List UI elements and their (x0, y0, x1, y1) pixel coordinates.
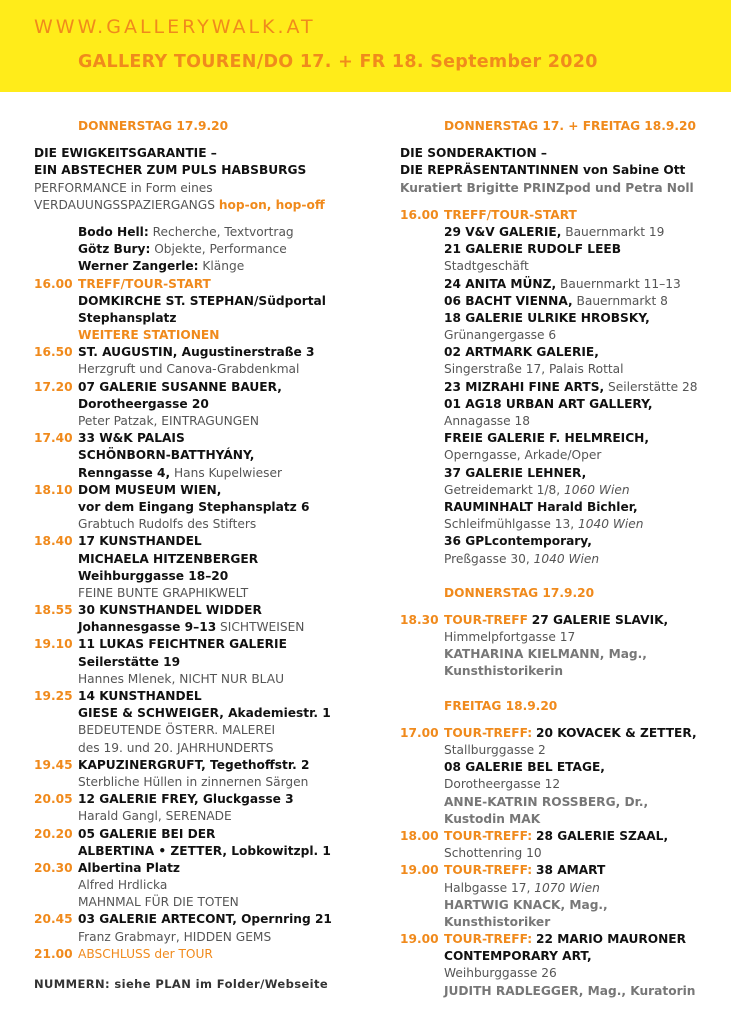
entry-text-b: SCHÖNBORN-BATTHYÁNY, (78, 448, 255, 463)
entry-text-b: 24 ANITA MÜNZ, (444, 276, 557, 291)
entry-line (400, 551, 710, 568)
entry-line (400, 447, 710, 464)
station-item (34, 826, 364, 843)
cast-item (34, 224, 364, 241)
entry-text-g: Himmelpfortgasse 17 (444, 630, 576, 645)
curated-by: Kuratiert Brigitte PRINZpod und Petra Noll (400, 180, 694, 195)
entry-text-gb: Kustodin MAK (444, 811, 541, 826)
cast-name: Bodo Hell: (78, 224, 149, 239)
entry-text-g: Grabtuch Rudolfs des Stifters (78, 517, 257, 532)
station-detail (400, 983, 710, 1000)
entry-text-g: SICHTWEISEN (216, 620, 305, 635)
station-detail (34, 705, 364, 722)
station-detail (34, 894, 364, 911)
station-time: 19.00 (400, 932, 439, 947)
entry-text-b: GIESE & SCHWEIGER, Akademiestr. 1 (78, 706, 331, 721)
station-detail (34, 740, 364, 757)
header-banner (0, 0, 731, 92)
entry-text-g: Annagasse 18 (444, 414, 531, 428)
entry-text-b: 17 KUNSTHANDEL (78, 534, 202, 549)
station-detail (34, 877, 364, 894)
entry-text-g: Operngasse, Arkade/Oper (444, 448, 602, 463)
entry-text-g: Herzgruft und Canova-Grabdenkmal (78, 362, 300, 377)
station-detail (400, 663, 710, 680)
entry-text-g: des 19. und 20. JAHRHUNDERTS (78, 740, 274, 755)
entry-text-b: KAPUZINERGRUFT, Tegethoffstr. 2 (78, 757, 310, 772)
start-time: 16.00 (34, 276, 73, 291)
station-detail (34, 585, 364, 602)
cast-item (34, 258, 364, 275)
station-time: 18.40 (34, 534, 73, 549)
station-detail (400, 794, 710, 811)
day-heading: DONNERSTAG 17.9.20 (78, 119, 229, 133)
station-detail (400, 948, 710, 965)
entry-line (400, 224, 710, 241)
entry-text-g: Alfred Hrdlicka (78, 878, 168, 893)
entry-text-gb: HARTWIG KNACK, Mag., (444, 897, 608, 912)
station-item (34, 946, 364, 963)
entry-line (400, 430, 710, 447)
station-detail (34, 774, 364, 791)
entry-text-b: 20 KOVACEK & ZETTER, (535, 725, 697, 740)
entry-text-i: 1060 Wien (564, 482, 630, 497)
entry-line (400, 361, 710, 378)
entry-text-i: 1040 Wien (533, 551, 600, 566)
station-detail (400, 965, 710, 982)
station-detail (34, 447, 364, 464)
entry-text-g: Schottenring 10 (444, 846, 542, 861)
entry-text-b: Seilerstätte 19 (78, 654, 181, 669)
entry-text-b: 36 GPLcontemporary, (444, 534, 592, 549)
entry-text-b: 14 KUNSTHANDEL (78, 689, 202, 703)
station-time: 21.00 (34, 946, 73, 961)
entry-text-b: ST. AUGUSTIN, Augustinerstraße 3 (78, 345, 315, 360)
entry-text-b: 30 KUNSTHANDEL WIDDER (78, 603, 262, 618)
special-start-label: TREFF/TOUR-START (444, 207, 577, 222)
entry-text-b: RAUMINHALT Harald Bichler, (444, 499, 638, 514)
left-column (34, 118, 364, 963)
do-entry-list (400, 612, 710, 681)
entry-text-b: DOM MUSEUM WIEN, (78, 482, 222, 497)
station-time: 17.40 (34, 431, 73, 446)
performance-line-1: PERFORMANCE in Form eines (34, 180, 213, 195)
station-detail (34, 516, 364, 533)
special-title-2: DIE REPRÄSENTANTINNEN (400, 163, 579, 178)
entry-text-b: CONTEMPORARY ART, (444, 949, 592, 964)
station-item (400, 725, 710, 742)
entry-line (400, 379, 710, 396)
fr-heading: FREITAG 18.9.20 (444, 698, 558, 713)
entry-text-g: Hannes Mlenek, NICHT NUR BLAU (78, 671, 285, 686)
entry-text-g: MAHNMAL FÜR DIE TOTEN (78, 895, 239, 910)
special-start-time: 16.00 (400, 207, 439, 222)
entry-text-g: Seilerstätte 28 (604, 379, 698, 394)
station-detail (34, 499, 364, 516)
entry-text-b: 12 GALERIE FREY, Gluckgasse 3 (78, 792, 294, 807)
station-detail (400, 897, 710, 914)
entry-text-b: 11 LUKAS FEICHTNER GALERIE (78, 637, 287, 652)
station-time: 19.00 (400, 863, 439, 878)
entry-text-b: 07 GALERIE SUSANNE BAUER, (78, 379, 282, 394)
entry-text-b: 18 GALERIE ULRIKE HROBSKY, (444, 310, 650, 325)
station-time: 17.20 (34, 379, 73, 394)
entry-text-b: 29 V&V GALERIE, (444, 224, 562, 239)
station-detail (400, 811, 710, 828)
entry-text-b: 27 GALERIE SLAVIK, (531, 612, 669, 627)
entry-line (400, 276, 710, 293)
entry-text-g: Grünangergasse 6 (444, 328, 557, 343)
entry-text-i: 1070 Wien (534, 880, 600, 895)
station-detail (400, 759, 710, 776)
station-item (34, 636, 364, 653)
entry-text-g: Singerstraße 17, Palais Rottal (444, 362, 624, 377)
entry-text-g: Schleifmühlgasse 13, (444, 517, 578, 532)
entry-text-b: Johannesgasse 9–13 (78, 620, 217, 635)
entry-text-g: Dorotheergasse 12 (444, 777, 561, 792)
entry-text-g: Hans Kupelwieser (170, 465, 282, 480)
entry-text-b: Renngasse 4, (78, 465, 171, 480)
start-place: DOMKIRCHE ST. STEPHAN/Südportal (78, 293, 326, 308)
page-title: GALLERY TOUREN/DO 17. + FR 18. September 2020 (78, 52, 598, 72)
start-label: TREFF/TOUR-START (78, 276, 211, 291)
entry-line (400, 310, 710, 327)
entry-text-g: Stadtgeschäft (444, 259, 529, 274)
entry-line (400, 533, 710, 550)
tour-treff-label: TOUR-TREFF: (444, 828, 533, 843)
entry-text-g: Weihburggasse 26 (444, 966, 557, 981)
tour-treff-label: TOUR-TREFF: (444, 863, 533, 878)
cast-name: Werner Zangerle: (78, 259, 199, 274)
station-item (34, 533, 364, 550)
entry-text-b: Albertina Platz (78, 860, 181, 875)
station-time: 18.00 (400, 828, 439, 843)
station-detail (34, 568, 364, 585)
entry-line (400, 482, 710, 499)
station-item (400, 862, 710, 879)
entry-text-b: 21 GALERIE RUDOLF LEEB (444, 242, 622, 257)
entry-text-g: Harald Gangl, SERENADE (78, 809, 232, 824)
entry-text-g: Bauernmarkt 19 (561, 224, 665, 239)
station-detail (400, 880, 710, 897)
station-time: 16.50 (34, 345, 73, 360)
entry-text-g: Preßgasse 30, (444, 551, 534, 566)
entry-line (400, 344, 710, 361)
entry-line (400, 241, 710, 258)
station-item (34, 344, 364, 361)
entry-text-b: vor dem Eingang Stephansplatz 6 (78, 499, 310, 514)
entry-line (400, 499, 710, 516)
station-time: 18.10 (34, 482, 73, 497)
entry-text-b: FREIE GALERIE F. HELMREICH, (444, 431, 649, 446)
entry-line (400, 327, 710, 344)
entry-text-g: Getreidemarkt 1/8, (444, 482, 565, 497)
station-time: 20.20 (34, 826, 73, 841)
cast-list (34, 224, 364, 276)
station-item (400, 828, 710, 845)
tour-treff-label: TOUR-TREFF: (444, 932, 533, 947)
station-time: 19.45 (34, 757, 73, 772)
station-item (34, 602, 364, 619)
tour-treff-label: TOUR-TREFF (444, 612, 528, 627)
station-time: 19.10 (34, 637, 73, 652)
entry-text-gb: Kunsthistorikerin (444, 664, 564, 679)
station-detail (34, 619, 364, 636)
station-detail (34, 361, 364, 378)
cast-item (34, 241, 364, 258)
entry-text-b: 37 GALERIE LEHNER, (444, 465, 587, 480)
special-heading: DONNERSTAG 17. + FREITAG 18.9.20 (444, 119, 696, 133)
tour-treff-label: TOUR-TREFF: (444, 725, 533, 740)
station-detail (34, 843, 364, 860)
entry-text-g: Peter Patzak, EINTRAGUNGEN (78, 414, 259, 428)
station-time: 17.00 (400, 725, 439, 740)
station-item (400, 931, 710, 948)
station-detail (34, 413, 364, 430)
entry-line (400, 413, 710, 430)
cast-role: Recherche, Textvortrag (148, 224, 294, 239)
entry-text-g: Bauernmarkt 8 (572, 293, 668, 308)
station-detail (34, 551, 364, 568)
entry-text-b: 23 MIZRAHI FINE ARTS, (444, 379, 605, 394)
cast-role: Klänge (198, 259, 245, 274)
station-time: 20.45 (34, 912, 73, 927)
station-time: 20.05 (34, 792, 73, 807)
entry-text-g: Bauernmarkt 11–13 (556, 276, 681, 291)
entry-text-g: Sterbliche Hüllen in zinnernen Särgen (78, 774, 309, 789)
entry-line (400, 396, 710, 413)
entry-text-b: 01 AG18 URBAN ART GALLERY, (444, 396, 653, 411)
station-item (34, 911, 364, 928)
station-detail (400, 845, 710, 862)
entry-text-b: MICHAELA HITZENBERGER (78, 551, 259, 566)
entry-text-b: Dorotheergasse 20 (78, 396, 209, 411)
entry-text-gb: Kunsthistoriker (444, 914, 551, 929)
entry-text-g: FEINE BUNTE GRAPHIKWELT (78, 585, 249, 600)
station-item (34, 379, 364, 396)
station-detail (400, 629, 710, 646)
station-item (34, 757, 364, 774)
station-detail (34, 929, 364, 946)
do-heading: DONNERSTAG 17.9.20 (444, 585, 595, 600)
entry-text-b: 02 ARTMARK GALERIE, (444, 345, 599, 360)
entry-line (400, 258, 710, 275)
station-item (34, 430, 364, 447)
start-place-address: Stephansplatz (78, 310, 177, 325)
station-detail (34, 654, 364, 671)
website-url[interactable]: WWW.GALLERYWALK.AT (34, 16, 316, 38)
cast-role: Objekte, Performance (150, 242, 287, 257)
station-time: 19.25 (34, 689, 73, 703)
entry-line (400, 465, 710, 482)
entry-text-b: 33 W&K PALAIS (78, 431, 185, 446)
station-item (34, 791, 364, 808)
entry-text-i: 1040 Wien (577, 517, 644, 532)
station-time: 18.30 (400, 612, 439, 627)
entry-text-b: 03 GALERIE ARTECONT, Opernring 21 (78, 912, 332, 927)
station-detail (400, 914, 710, 931)
entry-text-gb: ANNE-KATRIN ROSSBERG, Dr., (444, 794, 649, 809)
station-detail (34, 671, 364, 688)
hop-on-label: hop-on, hop-off (218, 197, 325, 212)
station-detail (34, 396, 364, 413)
special-author: von Sabine Ott (578, 163, 686, 178)
entry-line (400, 516, 710, 533)
entry-text-o: ABSCHLUSS der TOUR (78, 946, 213, 961)
entry-text-b: 38 AMART (535, 863, 606, 878)
footer-note: NUMMERN: siehe PLAN im Folder/Webseite (34, 977, 329, 991)
entry-text-b: Weihburggasse 18–20 (78, 568, 229, 583)
entry-text-b: 06 BACHT VIENNA, (444, 293, 573, 308)
entry-text-g: Franz Grabmayr, HIDDEN GEMS (78, 929, 272, 944)
entry-text-b: 05 GALERIE BEI DER (78, 826, 216, 841)
station-detail (34, 465, 364, 482)
further-stations-heading: WEITERE STATIONEN (78, 328, 220, 343)
entry-text-gb: KATHARINA KIELMANN, Mag., (444, 647, 647, 662)
gallery-list (400, 224, 710, 568)
cast-name: Götz Bury: (78, 242, 151, 257)
station-item (34, 482, 364, 499)
entry-text-g: Stallburggasse 2 (444, 743, 546, 757)
entry-text-b: 28 GALERIE SZAAL, (535, 828, 669, 843)
station-detail (400, 646, 710, 663)
station-detail (400, 742, 710, 759)
entry-text-g: BEDEUTENDE ÖSTERR. MALEREI (78, 723, 276, 738)
performance-line-2: VERDAUUNGSSPAZIERGANGS (34, 197, 215, 212)
station-time: 20.30 (34, 860, 73, 875)
station-list (34, 344, 364, 963)
fr-entry-list (400, 725, 710, 1000)
right-column (400, 118, 710, 1000)
entry-text-gb: JUDITH RADLEGGER, Mag., Kuratorin (444, 983, 696, 998)
station-item (400, 612, 710, 629)
program-title-1: DIE EWIGKEITSGARANTIE – (34, 146, 217, 161)
entry-text-b: ALBERTINA • ZETTER, Lobkowitzpl. 1 (78, 843, 331, 858)
entry-text-b: 22 MARIO MAURONER (535, 932, 687, 947)
station-detail (34, 722, 364, 739)
station-detail (400, 776, 710, 793)
program-title-2: EIN ABSTECHER ZUM PULS HABSBURGS (34, 163, 307, 178)
entry-text-g: Halbgasse 17, (444, 880, 535, 895)
entry-text-b: 08 GALERIE BEL ETAGE, (444, 760, 605, 775)
station-detail (34, 808, 364, 825)
station-item (34, 688, 364, 705)
station-time: 18.55 (34, 603, 73, 618)
station-item (34, 860, 364, 877)
entry-line (400, 293, 710, 310)
special-title-1: DIE SONDERAKTION – (400, 146, 548, 161)
